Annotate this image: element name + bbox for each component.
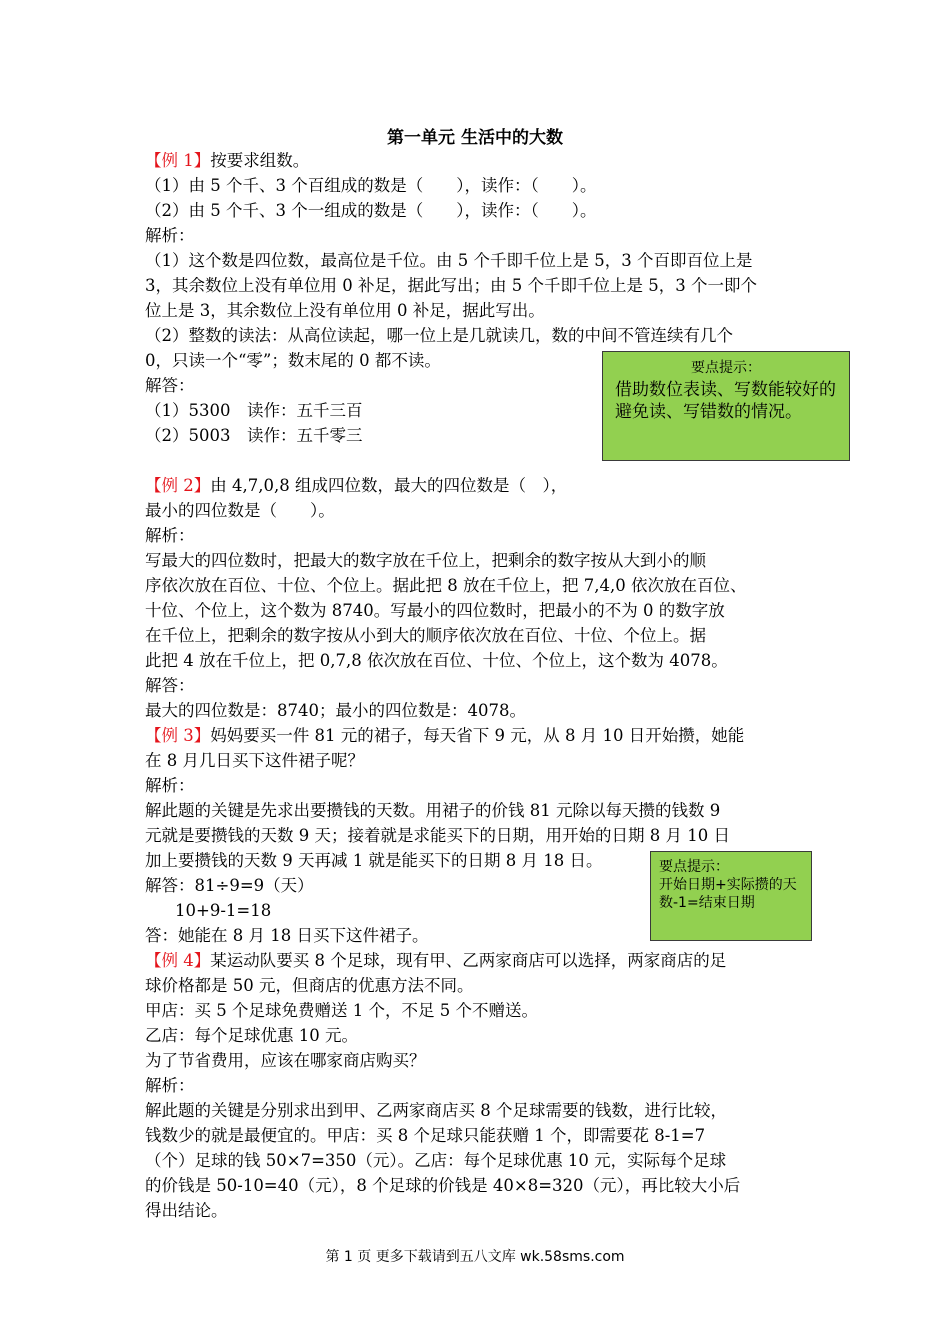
example-1-analysis-5: 0，只读一个“零”；数末尾的 0 都不读。	[145, 351, 441, 370]
example-1-line-1: （1）由 5 个千、3 个百组成的数是（ ），读作：（ ）。	[145, 176, 597, 195]
example-4-analysis-1: 解此题的关键是分别求出到甲、乙两家商店买 8 个足球需要的钱数，进行比较，	[145, 1101, 727, 1120]
example-3-tag: 【例 3】	[145, 726, 211, 745]
example-1-answer-label: 解答：	[145, 376, 195, 395]
example-3-analysis-1: 解此题的关键是先求出要攒钱的天数。用裙子的价钱 81 元除以每天攒的钱数 9	[145, 801, 721, 820]
example-1-analysis-1: （1）这个数是四位数，最高位是千位。由 5 个千即千位上是 5，3 个百即百位上是	[145, 251, 753, 270]
example-3-calculation: 10+9-1=18	[175, 901, 272, 920]
example-4-tag: 【例 4】	[145, 951, 211, 970]
page-footer: 第 1 页 更多下载请到五八文库 wk.58sms.com	[325, 1249, 625, 1265]
page-title: 第一单元 生活中的大数	[387, 128, 563, 148]
example-4-analysis-5: 得出结论。	[145, 1201, 228, 1220]
example-1-answer-2: （2）5003 读作：五千零三	[145, 426, 363, 445]
example-2-analysis-5: 此把 4 放在千位上，把 0,7,8 依次放在百位、十位、个位上，这个数为 4078。	[145, 651, 728, 670]
example-3-analysis-3: 加上要攒钱的天数 9 天再减 1 就是能买下的日期 8 月 18 日。	[145, 851, 603, 870]
example-2-answer-label: 解答：	[145, 676, 195, 695]
example-1-question: 【例 1】按要求组数。	[145, 151, 310, 170]
example-3-answer-label: 解答：81÷9=9（天）	[145, 876, 314, 895]
example-3-analysis-label: 解析：	[145, 776, 195, 795]
tip-box-1-text: 借助数位表读、写数能较好的避免读、写错数的情况。	[615, 380, 836, 422]
example-2-question: 【例 2】由 4,7,0,8 组成四位数，最大的四位数是（ ），	[145, 476, 568, 495]
example-2-analysis-2: 序依次放在百位、十位、个位上。据此把 8 放在千位上，把 7,4,0 依次放在百位、	[145, 576, 747, 595]
example-2-analysis-4: 在千位上，把剩余的数字按从小到大的顺序依次放在百位、十位、个位上。据	[145, 626, 706, 645]
example-1-analysis-label: 解析：	[145, 226, 195, 245]
tip-box-2-heading: 要点提示：	[659, 859, 729, 875]
example-4-question-3: 为了节省费用，应该在哪家商店购买？	[145, 1051, 426, 1070]
example-1-answer-1: （1）5300 读作：五千三百	[145, 401, 363, 420]
example-4-analysis-4: 的价钱是 50-10=40（元），8 个足球的价钱是 40×8=320（元），再比较大小后	[145, 1176, 741, 1195]
tip-box-2	[650, 851, 812, 941]
example-2-analysis-3: 十位、个位上，这个数为 8740。写最小的四位数时，把最小的不为 0 的数字放	[145, 601, 725, 620]
tip-box-2-text: 开始日期+实际攒的天数-1=结束日期	[659, 877, 797, 911]
example-4-analysis-3: （个）足球的钱 50×7=350（元）。乙店：每个足球优惠 10 元，实际每个足球	[145, 1151, 727, 1170]
tip-box-1-heading: 要点提示：	[691, 360, 761, 376]
example-4-question: 【例 4】某运动队要买 8 个足球，现有甲、乙两家商店可以选择，两家商店的足	[145, 951, 727, 970]
example-4-store-b: 乙店：每个足球优惠 10 元。	[145, 1026, 358, 1045]
example-4-store-a: 甲店：买 5 个足球免费赠送 1 个，不足 5 个不赠送。	[145, 1001, 538, 1020]
example-3-question-2: 在 8 月几日买下这件裙子呢？	[145, 751, 364, 770]
example-4-analysis-label: 解析：	[145, 1076, 195, 1095]
example-3-analysis-2: 元就是要攒钱的天数 9 天；接着就是求能买下的日期，用开始的日期 8 月 10 日	[145, 826, 730, 845]
example-1-tag: 【例 1】	[145, 151, 211, 170]
example-2-tag: 【例 2】	[145, 476, 211, 495]
example-4-analysis-2: 钱数少的就是最便宜的。甲店：买 8 个足球只能获赠 1 个，即需要花 8-1=7	[145, 1126, 706, 1145]
example-4	[145, 948, 815, 1223]
tip-box-1	[602, 351, 850, 461]
example-3-answer: 答：她能在 8 月 18 日买下这件裙子。	[145, 926, 429, 945]
example-1-analysis-3: 位上是 3，其余数位上没有单位用 0 补足，据此写出。	[145, 301, 545, 320]
example-2-analysis-1: 写最大的四位数时，把最大的数字放在千位上，把剩余的数字按从大到小的顺	[145, 551, 706, 570]
example-2-answer: 最大的四位数是：8740；最小的四位数是：4078。	[145, 701, 526, 720]
example-2-analysis-label: 解析：	[145, 526, 195, 545]
example-3-question: 【例 3】妈妈要买一件 81 元的裙子，每天省下 9 元，从 8 月 10 日开始攒，她能	[145, 726, 745, 745]
example-1-analysis-4: （2）整数的读法：从高位读起，哪一位上是几就读几，数的中间不管连续有几个	[145, 326, 733, 345]
example-1-analysis-2: 3，其余数位上没有单位用 0 补足，据此写出；由 5 个千即千位上是 5，3 个一即个	[145, 276, 757, 295]
example-2	[145, 473, 815, 723]
example-4-question-2: 球价格都是 50 元，但商店的优惠方法不同。	[145, 976, 474, 995]
example-1-line-2: （2）由 5 个千、3 个一组成的数是（ ），读作：（ ）。	[145, 201, 597, 220]
example-2-question-2: 最小的四位数是（ ）。	[145, 501, 335, 520]
